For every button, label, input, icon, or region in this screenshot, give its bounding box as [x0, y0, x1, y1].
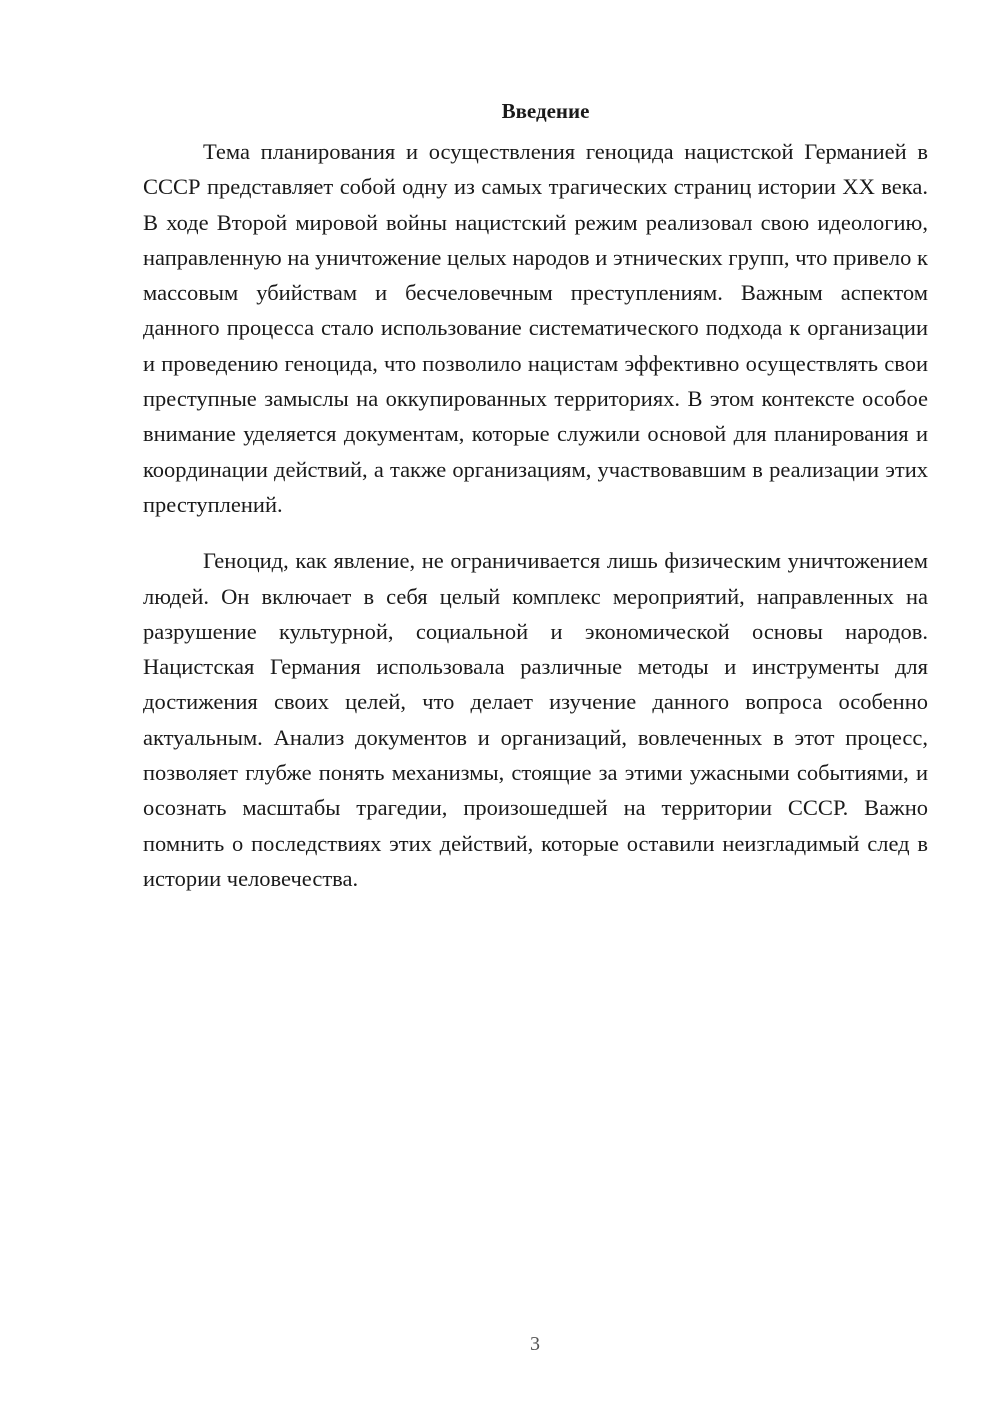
- page-number: 3: [530, 1333, 540, 1355]
- section-heading: Введение: [501, 99, 590, 123]
- paragraph-2: Геноцид, как явление, не ограничивается лишь физическим уничтожением людей. Он включает в себя целый комплекс мероприятий, направленных на разрушение культурной, социальной и экономической основы народов. Нацистская Германия использовала различные методы и инструменты для достижения своих целей, что делает изучение данного вопроса особенно актуальным. Анализ документов и организаций, вовлеченных в этот процесс, позволяет глубже понять механизмы, стоящие за этими ужасными событиями, и осознать масштабы трагедии, произошедшей на территории СССР. Важно помнить о последствиях этих действий, которые оставили неизгладимый след в истории человечества.: [143, 548, 928, 891]
- page-body: [143, 96, 928, 896]
- paragraph-1: Тема планирования и осуществления геноцида нацистской Германией в СССР представляет собой одну из самых трагических страниц истории XX века. В ходе Второй мировой войны нацистский режим реализовал свою идеологию, направленную на уничтожение целых народов и этнических групп, что привело к массовым убийствам и бесчеловечным преступлениям. Важным аспектом данного процесса стало использование систематического подхода к организации и проведению геноцида, что позволило нацистам эффективно осуществлять свои преступные замыслы на оккупированных территориях. В этом контексте особое внимание уделяется документам, которые служили основой для планирования и координации действий, а также организациям, участвовавшим в реализации этих преступлений.: [143, 139, 928, 517]
